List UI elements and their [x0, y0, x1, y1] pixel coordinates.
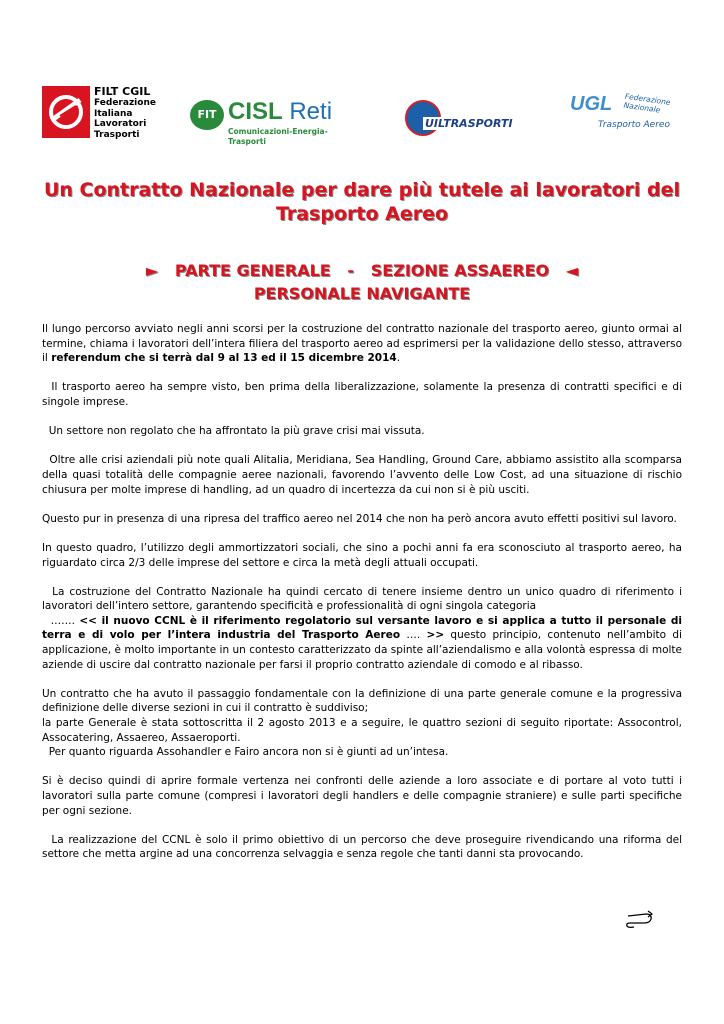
- paragraph: [42, 424, 682, 439]
- ugl-name: UGL: [570, 93, 613, 115]
- filt-line: Trasporti: [94, 129, 140, 140]
- header-logos: [0, 0, 724, 160]
- text-run: .: [396, 352, 401, 365]
- ccnl-principle: << il nuovo CCNL è il riferimento regolatorio sul versante lavoro e si applica a tutto il personale di terra e di volo per l’intera industria del Trasporto Aereo: [42, 614, 682, 642]
- section-line-1: ► PARTE GENERALE - SEZIONE ASSAEREO ◄: [145, 261, 579, 280]
- filt-cgil-text: [94, 86, 156, 140]
- filt-line: Federazione: [94, 98, 156, 108]
- text-run: Si è deciso quindi di aprire formale vertenza nei confronti delle aziende a loro associate e di portare al voto tutti i lavoratori sulla parte comune (compresi i lavoratori degli handlers e delle compagnie straniere) e sulle parti specifiche per ogni sezione.: [42, 775, 682, 817]
- ugl-federazione: Federazione Nazionale: [623, 91, 672, 115]
- paragraph: [42, 322, 682, 366]
- turn-page-arrow-icon: [624, 910, 654, 930]
- paragraph: [42, 774, 682, 818]
- filt-cgil-logo: [42, 86, 172, 140]
- uil-name: UILTRASPORTI: [425, 117, 513, 130]
- text-run: Il lungo percorso avviato negli anni scorsi per la costruzione del contratto nazionale del trasporto aereo, giunto ormai al termine, chiama i lavoratori dell’intera filiera del trasporto aereo ad esprimersi per la validazione dello stesso, attraverso il: [42, 323, 682, 365]
- text-run: questo principio, contenuto nell’ambito di applicazione, è molto importante in un contesto caratterizzato da spinte all’aziendalismo e alla volontà espressa di molte aziende di uscire dal contratto nazionale per farsi il proprio contratto aziendale di comodo e al ribasso.: [42, 629, 682, 671]
- paragraph: [42, 512, 682, 527]
- reti-word: Reti: [289, 98, 333, 125]
- paragraph: [42, 687, 682, 760]
- cisl-word: CISL: [228, 98, 283, 125]
- filt-line: FILT CGIL: [94, 85, 151, 98]
- text-run: Oltre alle crisi aziendali più note quali Alitalia, Meridiana, Sea Handling, Ground Care, abbiamo assistito alla scomparsa della quasi totalità delle compagnie aeree nazionali, favorendo l’avvento delle Low Cost, ad una situazione di rischio chiusura per molte imprese di handling, ad un quadro di incertezza da cui non si è più usciti.: [42, 454, 682, 496]
- paragraph: [42, 453, 682, 497]
- text-run: La costruzione del Contratto Nazionale ha quindi cercato di tenere insieme dentro un unico quadro di riferimento i lavoratori dell’intero settore, garantendo specificità e professionalità di ogni singola categoria: [42, 585, 682, 613]
- section-line-2: PERSONALE NAVIGANTE: [253, 284, 471, 303]
- paragraph: [42, 380, 682, 409]
- document-body: [42, 322, 682, 862]
- paragraph: [42, 541, 682, 570]
- text-run: la parte Generale è stata sottoscritta il 2 agosto 2013 e a seguire, le quattro sezioni di seguito riportate: Assocontrol, Assocatering, Assaereo, Assaeroporti.: [42, 717, 682, 744]
- text-run: Questo pur in presenza di una ripresa del traffico aereo nel 2014 che non ha però ancora avuto effetti positivi sul lavoro.: [42, 512, 677, 525]
- paragraph: [42, 833, 682, 862]
- section-heading: [42, 259, 682, 305]
- ugl-logo: [568, 92, 688, 138]
- text-run: >>: [426, 629, 445, 642]
- uiltrasporti-logo: [403, 100, 515, 140]
- ugl-subtitle: Trasporto Aereo: [598, 120, 670, 130]
- text-run: Per quanto riguarda Assohandler e Fairo ancora non si è giunti ad un’intesa.: [48, 746, 449, 759]
- fit-badge: FIT: [190, 100, 224, 130]
- text-run: Un settore non regolato che ha affrontato la più grave crisi mai vissuta.: [48, 425, 425, 438]
- filt-cgil-emblem-icon: [42, 86, 90, 138]
- text-run: …….: [50, 614, 80, 627]
- text-run: La realizzazione del CCNL è solo il primo obiettivo di un percorso che deve proseguire rivendicando una riforma del settore che metta argine ad una concorrenza selvaggia e senza regole che tanti danni sta provocando.: [42, 833, 683, 861]
- referendum-dates: referendum che si terrà dal 9 al 13 ed il 15 dicembre 2014: [51, 352, 397, 365]
- filt-line: Lavoratori: [94, 119, 147, 129]
- filt-line: Italiana: [94, 108, 133, 119]
- text-run: ….: [400, 629, 427, 642]
- document-title: Un Contratto Nazionale per dare più tutele ai lavoratori del Trasporto Aereo: [43, 179, 681, 225]
- paragraph: [42, 585, 682, 673]
- fit-cisl-reti-logo: [190, 98, 360, 146]
- text-run: Il trasporto aereo ha sempre visto, ben prima della liberalizzazione, solamente la presenza di contratti specifici e di singole imprese.: [42, 381, 682, 408]
- text-run: In questo quadro, l’utilizzo degli ammortizzatori sociali, che sino a pochi anni fa era sconosciuto al trasporto aereo, ha riguardato circa 2/3 delle imprese del settore e circa la metà degli attuali occupati.: [42, 541, 682, 569]
- text-run: Un contratto che ha avuto il passaggio fondamentale con la definizione di una parte generale comune e la progressiva definizione delle diverse sezioni in cui il contratto è suddiviso;: [42, 687, 682, 715]
- cisl-tagline: Comunicazioni-Energia-Trasporti: [228, 127, 328, 146]
- cisl-name: [228, 98, 332, 126]
